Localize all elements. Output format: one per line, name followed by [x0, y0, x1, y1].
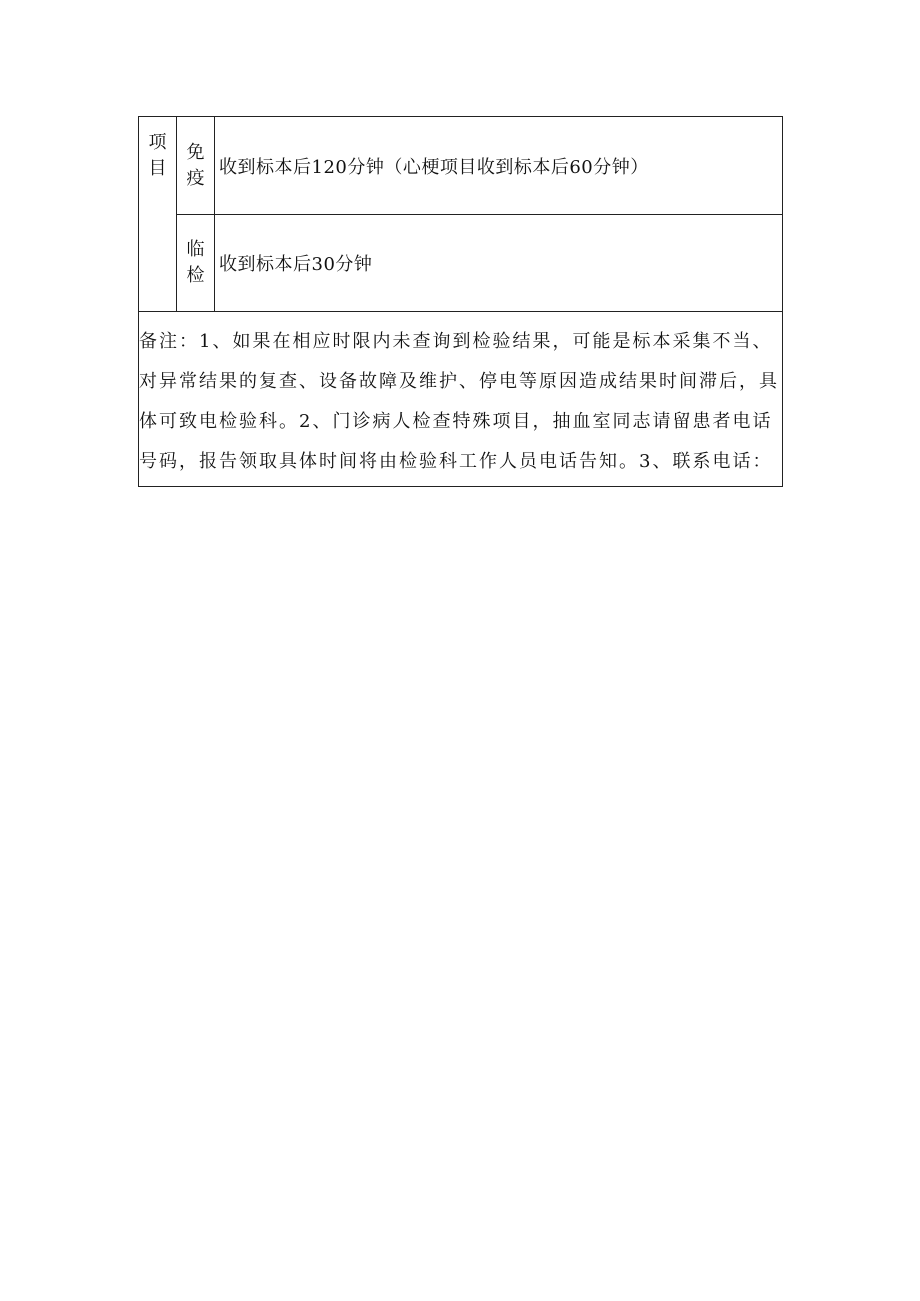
remarks-note: 备注：1、如果在相应时限内未查询到检验结果，可能是标本采集不当、对异常结果的复查、设备故障及维护、停电等原因造成结果时间滞后，具体可致电检验科。2、门诊病人检查特殊项目，抽血室同志请留患者电话号码，报告领取具体时间将由检验科工作人员电话告知。3、联系电话：: [139, 312, 783, 487]
label-char: 检: [186, 265, 205, 286]
row-label-immunology: [177, 117, 215, 215]
time-limit-immunology: 收到标本后120分钟（心梗项目收到标本后60分钟）: [215, 117, 783, 215]
table-row: [139, 117, 783, 215]
label-char: 免: [186, 141, 205, 163]
category-char: 项: [148, 131, 167, 153]
turnaround-time-table: [138, 116, 783, 487]
category-char: 目: [148, 157, 167, 179]
table-row: [139, 215, 783, 312]
table-row: [139, 312, 783, 487]
category-cell: [139, 117, 177, 312]
label-char: 临: [186, 239, 205, 260]
time-limit-clinical: 收到标本后30分钟: [215, 215, 783, 312]
row-label-clinical: [177, 215, 215, 312]
label-char: 疫: [186, 167, 205, 189]
